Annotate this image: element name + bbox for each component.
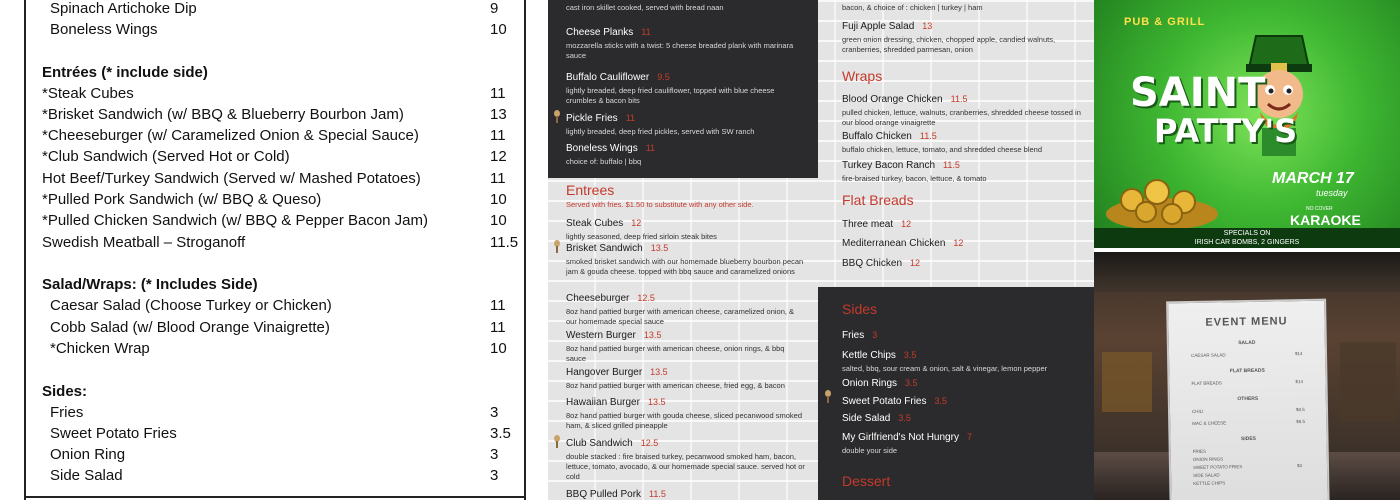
menu-row: *Steak Cubes 11 [42, 85, 506, 102]
dessert-title: Dessert [842, 473, 891, 489]
salads-heading: Salad/Wraps: (* Includes Side) [42, 276, 258, 293]
menu-border-bottom [24, 496, 526, 498]
entrees-title: Entrees [566, 182, 615, 198]
entrees-note: Served with fries. $1.50 to substitute with any other side. [566, 200, 754, 209]
card-row: FRIES [1192, 448, 1207, 454]
menu-item: bacon, & choice of : chicken | turkey | ham [842, 3, 983, 12]
menu-item: My Girlfriend's Not Hungry 7 double your side [842, 432, 972, 455]
event-date: MARCH 17 [1272, 170, 1354, 187]
no-cover-label: NO COVER [1306, 206, 1333, 212]
entrees-heading: Entrées (* include side) [42, 64, 208, 81]
menu-item: Sweet Potato Fries 3.5 [842, 396, 947, 407]
menu-row: *Pulled Chicken Sandwich (w/ BBQ & Pepper Bacon Jam) 10 [42, 212, 507, 229]
specials-line1: SPECIALS ON [1223, 230, 1271, 237]
card-row: CHILI [1191, 408, 1204, 414]
menu-row: *Chicken Wrap 10 [50, 340, 507, 357]
microphone-icon [553, 435, 561, 448]
specials-line2: IRISH CAR BOMBS, 2 GINGERS [1194, 239, 1300, 246]
bar-photo [1094, 252, 1400, 500]
card-section: OTHERS [1237, 395, 1259, 403]
menu-row: Hot Beef/Turkey Sandwich (Served w/ Mashed Potatoes) 11 [42, 170, 506, 187]
menu-item: Buffalo Cauliflower 9.5 lightly breaded, deep fried cauliflower, topped with blue cheese crumbles & bacon bits [566, 72, 775, 105]
menu-item: Steak Cubes 12 lightly seasoned, deep fried sirloin steak bites [566, 218, 717, 241]
microphone-icon [553, 240, 561, 253]
menu-row: Spinach Artichoke Dip 9 [50, 0, 499, 17]
menu-row: *Brisket Sandwich (w/ BBQ & Blueberry Bourbon Jam) 13 [42, 106, 507, 123]
menu-row: *Pulled Pork Sandwich (w/ BBQ & Queso) 10 [42, 191, 507, 208]
sides-title: Sides [842, 301, 878, 317]
menu-item: Mediterranean Chicken 12 [842, 238, 964, 249]
poster-title-line2: PATTY'S [1154, 112, 1298, 150]
sides-heading: Sides: [42, 383, 88, 400]
menu-row: Fries 3 [50, 404, 499, 421]
card-price: $8.5 [1296, 419, 1306, 425]
flatbreads-title: Flat Breads [842, 192, 914, 208]
card-row: SIDE SALAD [1193, 472, 1220, 478]
menu-row: *Cheeseburger (w/ Caramelized Onion & Special Sauce) 11 [42, 127, 506, 144]
poster-title-line1: SAINT [1130, 70, 1266, 116]
menu-item: cast iron skillet cooked, served with bread naan [566, 3, 724, 12]
menu-item: Onion Rings 3.5 [842, 378, 918, 389]
microphone-icon [824, 390, 832, 403]
card-row: ONION RINGS [1192, 456, 1224, 462]
menu-row: Boneless Wings 10 [50, 21, 507, 38]
menu-item: Hangover Burger 13.5 8oz hand pattied burger with american cheese, fried egg, & bacon [566, 367, 785, 390]
menu-item: Fuji Apple Salad 13 green onion dressing, chicken, chopped apple, candied walnuts, cranberries, shredded parmesan, onion [842, 21, 1056, 54]
card-row: SWEET POTATO FRIES [1192, 464, 1243, 470]
gold-coins-icon [1102, 150, 1222, 230]
menu-row: *Club Sandwich (Served Hot or Cold) 12 [42, 148, 507, 165]
menu-item: Cheeseburger 12.5 8oz hand pattied burger with american cheese, caramelized onion, & our homemade special sauce [566, 293, 795, 326]
menu-item: Side Salad 3.5 [842, 413, 911, 424]
scanned-menu-panel [0, 0, 548, 500]
card-row: FLAT BREADS [1191, 380, 1222, 386]
menu-item: Cheese Planks 11 mozzarella sticks with a twist: 5 cheese breaded plank with marinara sauce [566, 27, 794, 60]
menu-row: Swedish Meatball – Stroganoff 11.5 [42, 234, 519, 251]
menu-row: Onion Ring 3 [50, 446, 499, 463]
menu-row: Cobb Salad (w/ Blood Orange Vinaigrette) 11 [50, 319, 506, 336]
menu-item: BBQ Pulled Pork 11.5 [566, 489, 666, 500]
menu-item: Hawaiian Burger 13.5 8oz hand pattied burger with gouda cheese, sliced pecanwood smoked ham, & sliced grilled pineapple [566, 397, 802, 430]
wraps-title: Wraps [842, 68, 883, 84]
card-row: MAC & CHEESE [1192, 420, 1227, 426]
menu-item: Boneless Wings 11 choice of: buffalo | bbq [566, 143, 656, 166]
menu-item: Brisket Sandwich 13.5 smoked brisket sandwich with our homemade blueberry bourbon pecan jam & gouda cheese. topped with bbq sauce and caramelized onions [566, 243, 804, 276]
menu-item: Western Burger 13.5 8oz hand pattied burger with american cheese, onion rings, & bbq sauce [566, 330, 785, 363]
event-weekday: tuesday [1316, 188, 1348, 198]
menu-item: Fries 3 [842, 330, 878, 341]
specials-banner [1094, 228, 1400, 248]
card-price: $14 [1294, 351, 1303, 357]
card-price: $14 [1295, 379, 1304, 385]
card-section: SALAD [1238, 339, 1256, 347]
menu-item: Three meat 12 [842, 219, 912, 230]
card-title: EVENT MENU [1205, 315, 1288, 329]
event-poster [1094, 0, 1400, 248]
card-row: CAESAR SALAD [1190, 352, 1226, 358]
card-section: SIDES [1240, 435, 1257, 443]
menu-item: Pickle Fries 11 lightly breaded, deep fried pickles, served with SW ranch [566, 113, 755, 136]
bottle-shelf [1340, 342, 1396, 422]
card-row: KETTLE CHIPS [1193, 480, 1226, 486]
microphone-icon [553, 110, 561, 123]
menu-item: Kettle Chips 3.5 salted, bbq, sour cream & onion, salt & vinegar, lemon pepper [842, 350, 1048, 373]
card-price: $8.5 [1295, 407, 1305, 413]
menu-row: Side Salad 3 [50, 467, 499, 484]
menu-item: BBQ Chicken 12 [842, 258, 921, 269]
menu-item: Buffalo Chicken 11.5 buffalo chicken, lettuce, tomato, and shredded cheese blend [842, 131, 1042, 154]
menu-row: Sweet Potato Fries 3.5 [50, 425, 511, 442]
bar-shelf [1094, 252, 1400, 292]
venue-subtitle: PUB & GRILL [1124, 16, 1206, 28]
restaurant-menu-panel [548, 0, 1094, 500]
menu-item: Turkey Bacon Ranch 11.5 fire-braised turkey, bacon, lettuce, & tomato [842, 160, 987, 183]
bottle-shelf [1102, 352, 1152, 412]
menu-item: Club Sandwich 12.5 double stacked : fire braised turkey, pecanwood smoked ham, bacon, lettuce, tomato, avocado, & our homemade special sauce. served hot or cold [566, 438, 805, 481]
menu-item: Blood Orange Chicken 11.5 pulled chicken, lettuce, walnuts, cranberries, shredded cheese tossed in our blood orange vinaigrette [842, 94, 1081, 127]
menu-row: Caesar Salad (Choose Turkey or Chicken) 11 [50, 297, 506, 314]
event-menu-card [1166, 299, 1330, 500]
karaoke-label: KARAOKE [1290, 212, 1361, 228]
card-section: FLAT BREADS [1229, 367, 1265, 375]
card-price: $3 [1296, 463, 1303, 469]
